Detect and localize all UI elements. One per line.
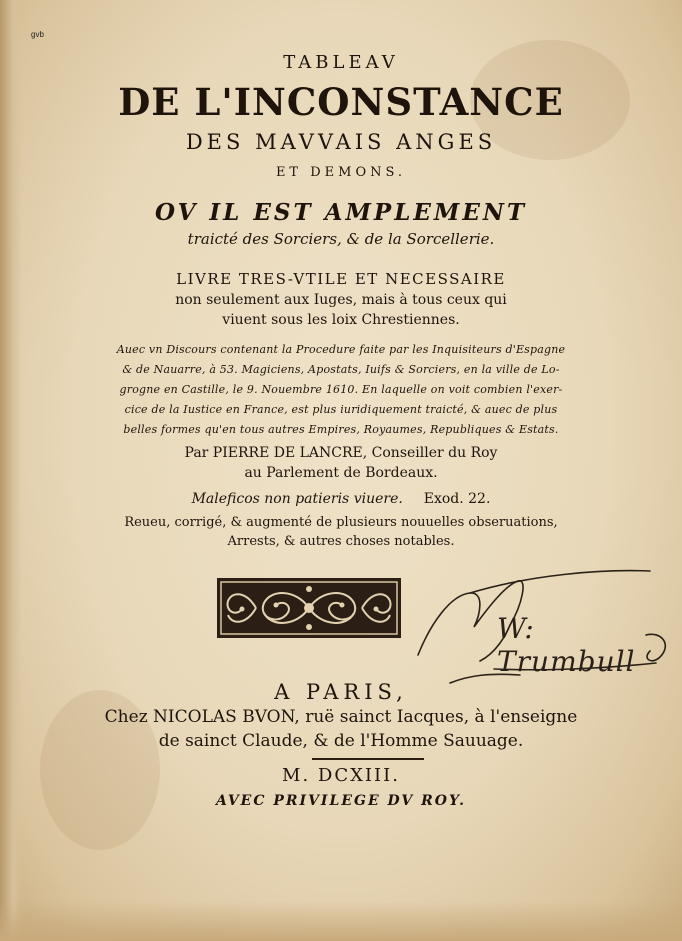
title-line-2: DE L'INCONSTANCE (118, 80, 564, 124)
discourse-line-1: Auec vn Discours contenant la Procedure faite par les Inquisiteurs d'Espagne (116, 343, 566, 356)
page-bottom-shadow (0, 901, 682, 941)
discourse-line-4: cice de la Iustice en France, est plus iuridiquement traicté, & auec de plus (124, 403, 558, 416)
rule-above-year (312, 758, 424, 760)
imprint-line-1: Chez NICOLAS BVON, ruë sainct Iacques, à l'enseigne (104, 707, 578, 727)
discourse-line-3: grogne en Castille, le 9. Nouembre 1610. En laquelle on voit combien l'exer- (119, 383, 563, 396)
author-line-1: Par PIERRE DE LANCRE, Conseiller du Roy (184, 445, 498, 461)
author-line-2: au Parlement de Bordeaux. (244, 465, 438, 481)
corner-mark: gvb (31, 30, 44, 39)
description-line-3: viuent sous les loix Chrestiennes. (222, 312, 460, 328)
year: M. DCXIII. (282, 765, 400, 786)
imprint-city: A PARIS, (274, 680, 408, 704)
title-line-1: TABLEAV (283, 52, 399, 73)
description-line-1: LIVRE TRES-VTILE ET NECESSAIRE (176, 270, 506, 288)
subtitle-line-2: traicté des Sorciers, & de la Sorcellerie. (187, 230, 495, 248)
imprint-line-2: de sainct Claude, & de l'Homme Sauuage. (158, 731, 524, 751)
discourse-line-2: & de Nauarre, à 53. Magiciens, Apostats, Iuifs & Sorciers, en la ville de Lo- (122, 363, 560, 376)
revision-line-2: Arrests, & autres choses notables. (227, 534, 455, 549)
description-line-2: non seulement aux Iuges, mais à tous ceux qui (175, 292, 507, 308)
revision-line-1: Reueu, corrigé, & augmenté de plusieurs nouuelles obseruations, (124, 515, 558, 530)
subtitle-line-1: OV IL EST AMPLEMENT (154, 199, 528, 226)
quote-text: Maleficos non patieris viuere. (191, 491, 403, 507)
title-line-4: ET DEMONS. (275, 165, 407, 180)
quote-line (0, 491, 682, 507)
title-line-3: DES MAVVAIS ANGES (185, 130, 497, 154)
quote-ref: Exod. 22. (423, 491, 491, 507)
privilege: AVEC PRIVILEGE DV ROY. (215, 793, 467, 809)
printers-ornament-icon (216, 577, 402, 639)
discourse-line-5: belles formes qu'en tous autres Empires, Royaumes, Republiques & Estats. (123, 423, 559, 436)
signature-text: W: Trumbull (497, 612, 636, 678)
